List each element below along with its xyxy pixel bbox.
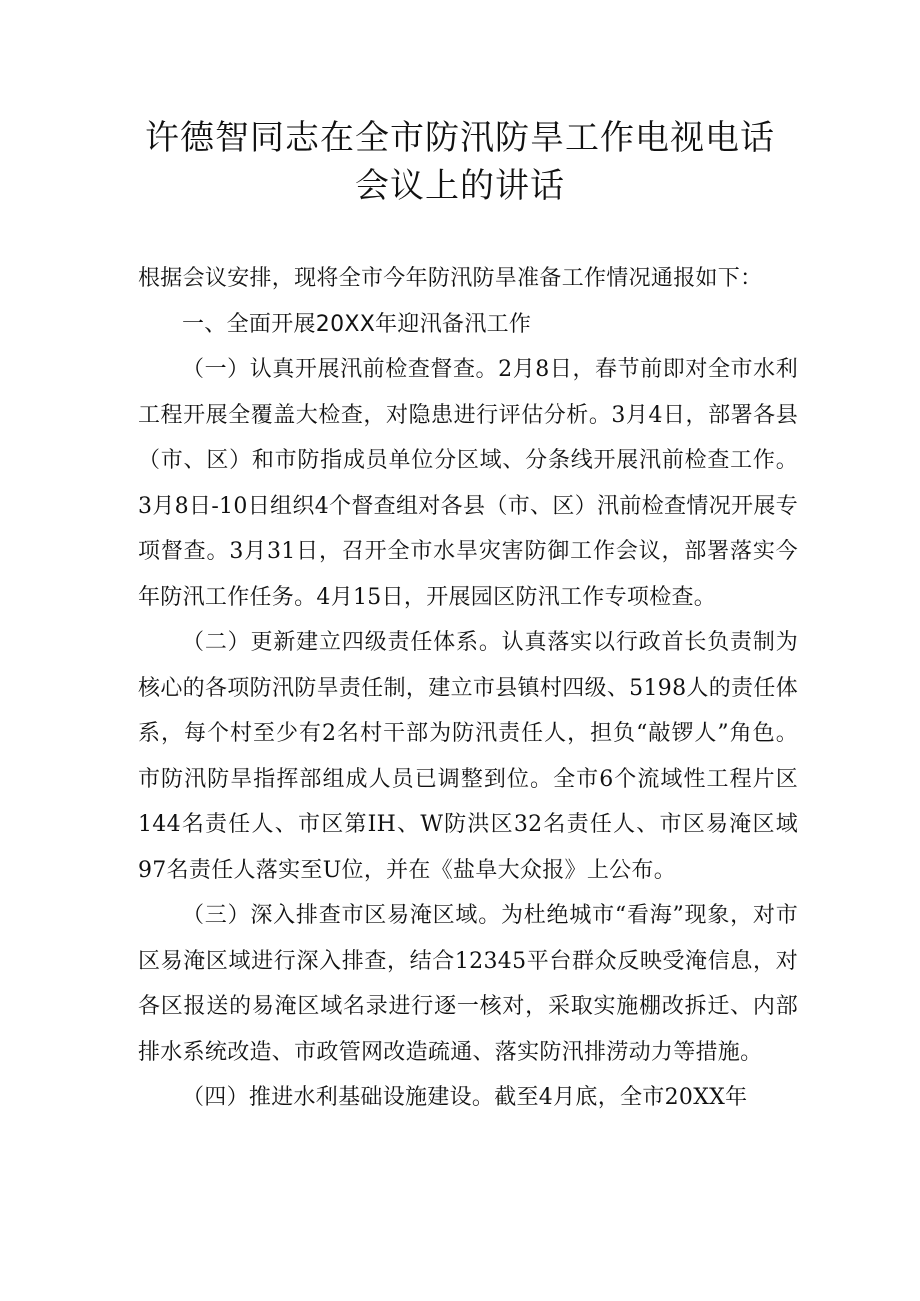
paragraph-1: （一）认真开展汛前检查督查。2月8日，春节前即对全市水利工程开展全覆盖大检查，对隐患进行评估分析。3月4日，部署各县（市、区）和市防指成员单位分区域、分条线开展汛前检查工作。3月8日-10日组织4个督查组对各县（市、区）汛前检查情况开展专项督查。3月31日，召开全市水旱灾害防御工作会议，部署落实今年防汛工作任务。4月15日，开展园区防汛工作专项检查。 [138, 357, 798, 610]
intro-paragraph: 根据会议安排，现将全市今年防汛防旱准备工作情况通报如下： [138, 266, 763, 291]
document-title-line1: 许德智同志在全市防汛防旱工作电视电话 [145, 118, 775, 158]
paragraph-4: （四）推进水利基础设施建设。截至4月底，全市20XX年 [182, 1085, 748, 1110]
paragraph-2: （二）更新建立四级责任体系。认真落实以行政首长负责制为核心的各项防汛防旱责任制，建立市县镇村四级、5198人的责任体系，每个村至少有2名村干部为防汛责任人，担负“敲锣人”角色。市防汛防旱指挥部组成人员已调整到位。全市6个流域性工程片区144名责任人、市区第IH、W防洪区32名责任人、市区易淹区域97名责任人落实至U位，并在《盐阜大众报》上公布。 [138, 630, 798, 883]
paragraph-3: （三）深入排查市区易淹区域。为杜绝城市“看海”现象，对市区易淹区域进行深入排查，结合12345平台群众反映受淹信息，对各区报送的易淹区域名录进行逐一核对，采取实施棚改拆迁、内部排水系统改造、市政管网改造疏通、落实防汛排涝动力等措施。 [138, 903, 798, 1065]
section-heading-1: 一、全面开展20XX年迎汛备汛工作 [182, 311, 532, 337]
document-title-line2: 会议上的讲话 [355, 166, 565, 206]
document-body [138, 256, 798, 1121]
